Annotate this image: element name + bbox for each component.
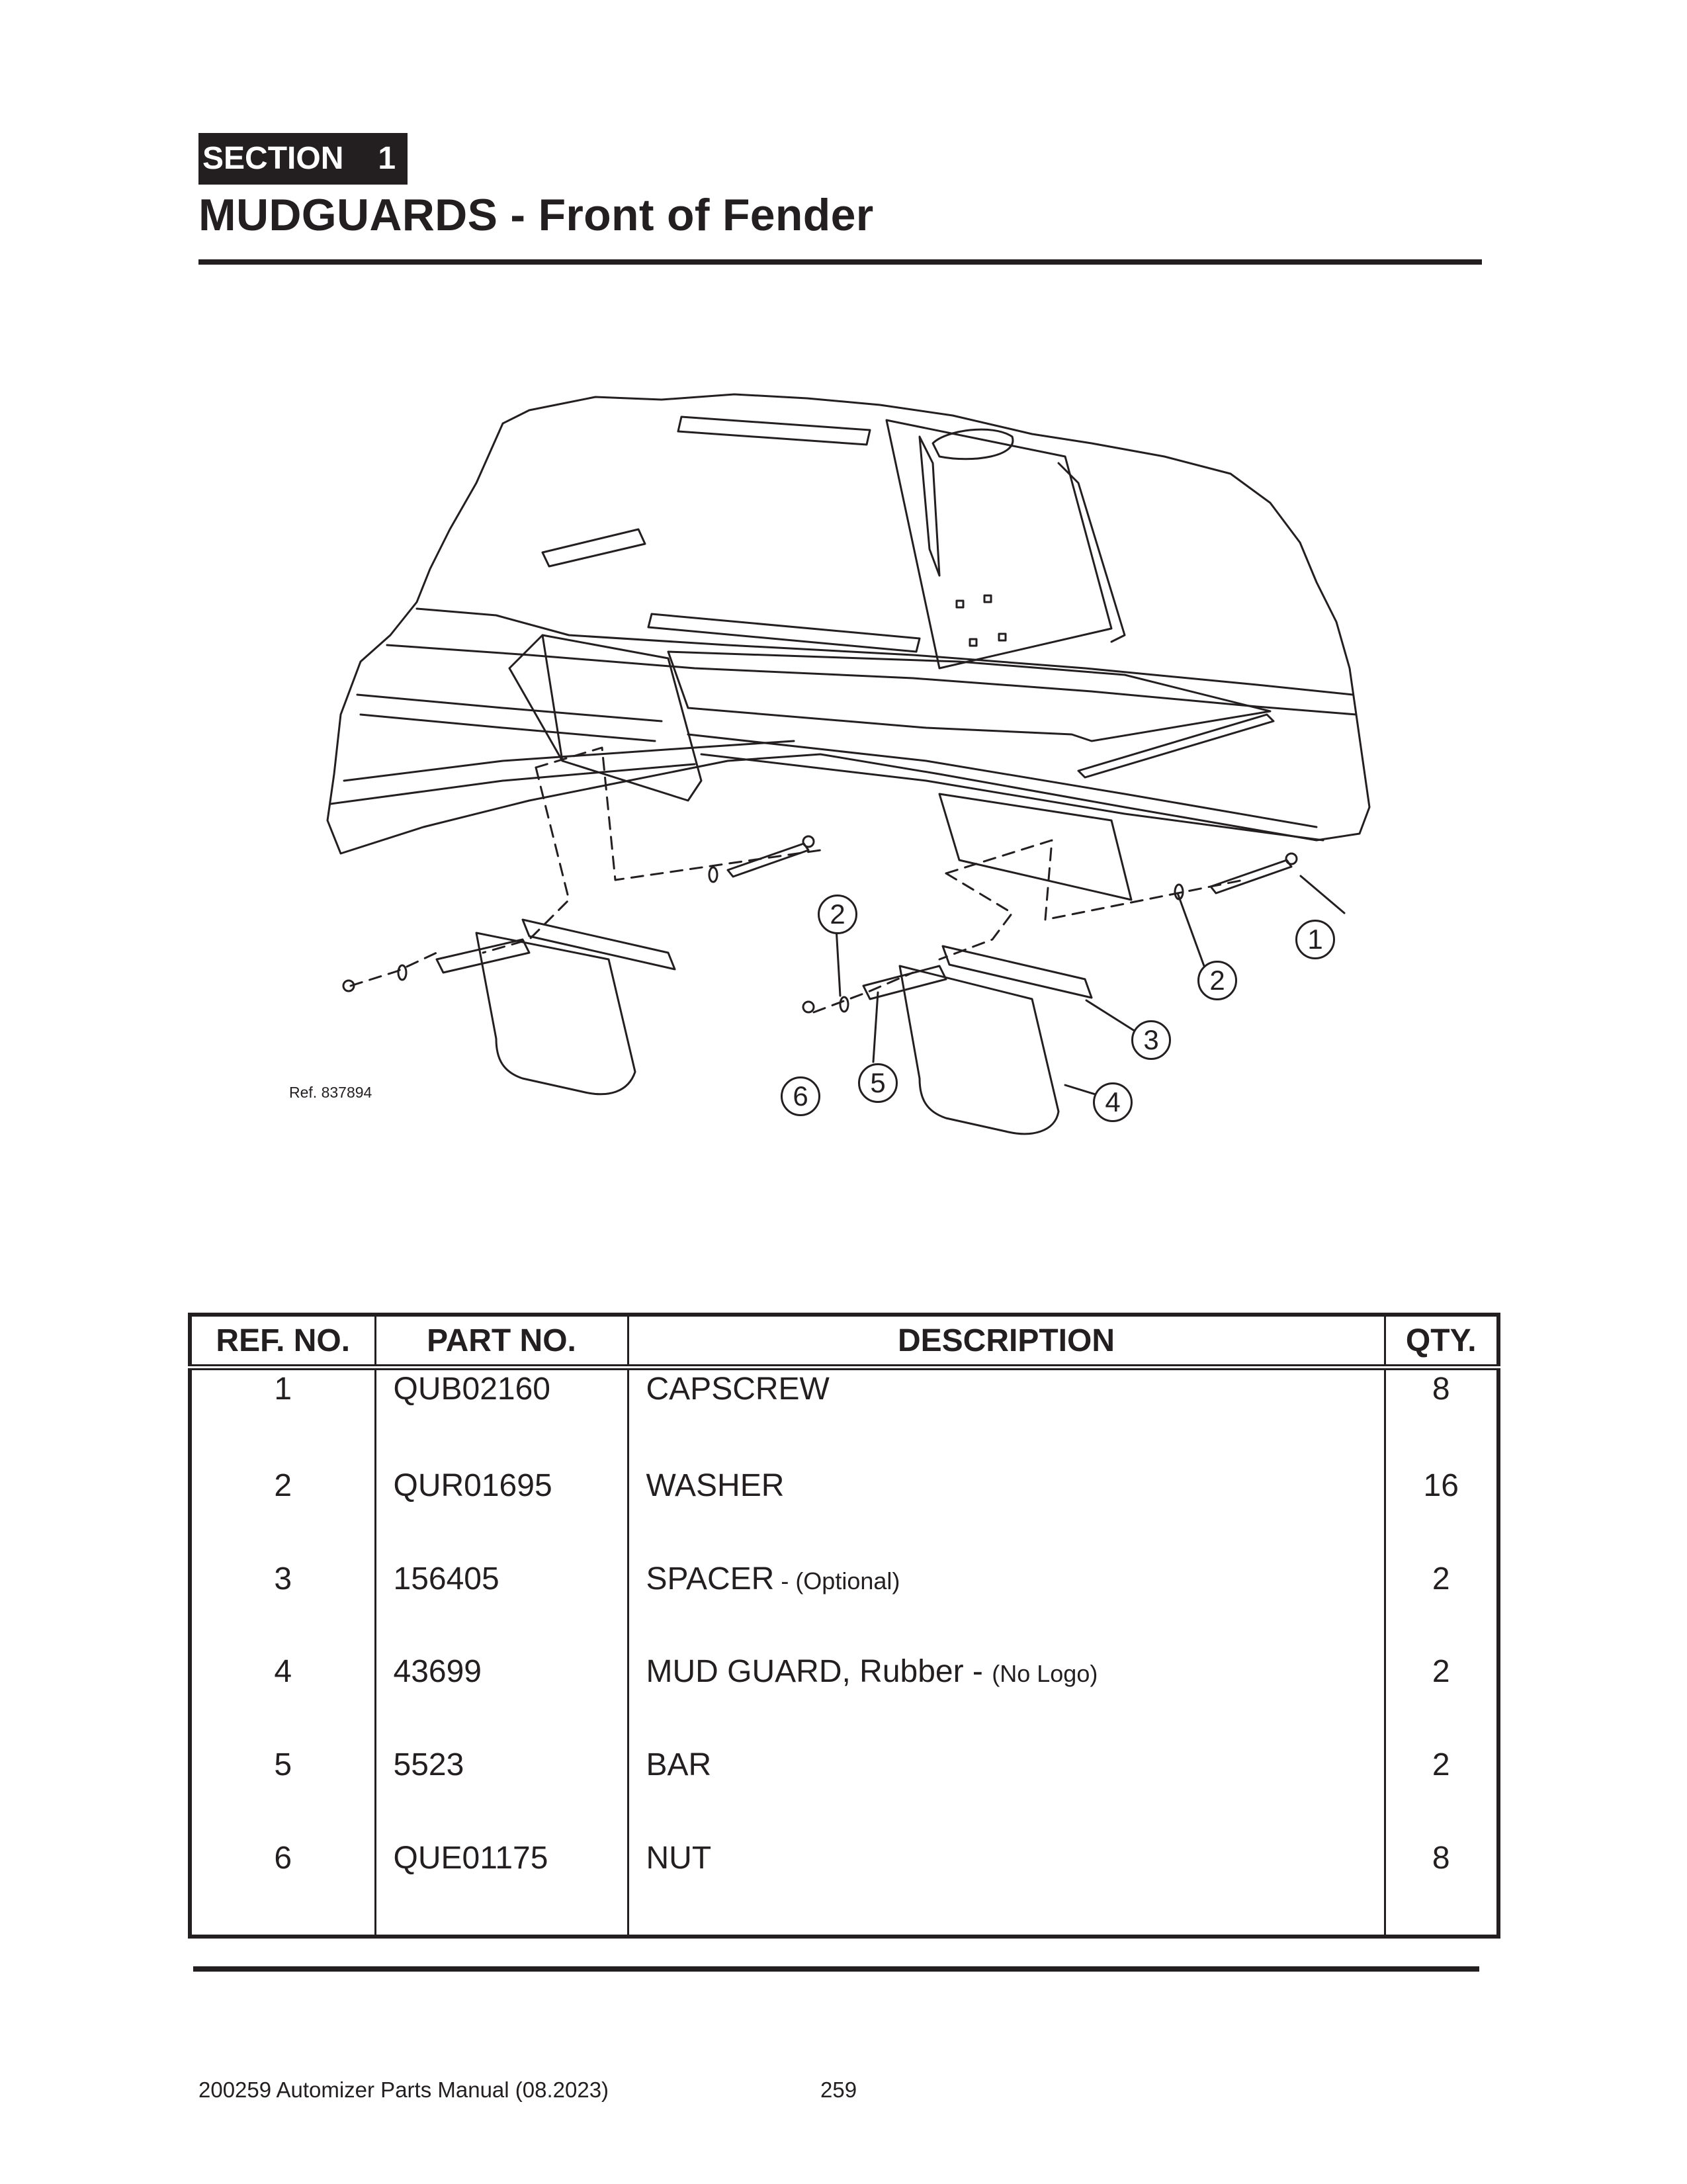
part-no: 5523 (375, 1746, 628, 1839)
callout-3: 3 (1131, 1020, 1171, 1060)
footer-page-number: 259 (820, 2077, 857, 2102)
description-text: CAPSCREW (646, 1372, 830, 1407)
callout-2-lower: 2 (1197, 961, 1237, 1000)
table-row (190, 1560, 1498, 1653)
table-row (190, 1653, 1498, 1746)
right-spacer (943, 946, 1092, 998)
col-header-description: DESCRIPTION (628, 1315, 1385, 1368)
ref-no: 5 (190, 1746, 375, 1839)
drawing-reference: Ref. 837894 (289, 1084, 372, 1101)
table-row (190, 1839, 1498, 1933)
description-text: BAR (646, 1747, 712, 1782)
callout-5: 5 (858, 1063, 898, 1103)
description (628, 1653, 1385, 1746)
part-no: QUB02160 (375, 1368, 628, 1467)
footer-document-title: 200259 Automizer Parts Manual (08.2023) (198, 2077, 609, 2102)
callout-6: 6 (781, 1076, 820, 1116)
qty: 2 (1432, 1747, 1450, 1782)
description (628, 1746, 1385, 1839)
table-header-row (190, 1315, 1498, 1368)
page-title: MUDGUARDS - Front of Fender (198, 190, 874, 240)
section-label: SECTION (202, 141, 344, 176)
qty: 16 (1423, 1468, 1459, 1504)
description (628, 1368, 1385, 1467)
ref-no: 1 (190, 1368, 375, 1467)
bottom-rule (193, 1966, 1479, 1972)
description-text: NUT (646, 1840, 712, 1876)
table-row (190, 1746, 1498, 1839)
ref-no: 6 (190, 1839, 375, 1933)
part-no: QUR01695 (375, 1467, 628, 1560)
fender-body (327, 394, 1369, 853)
exploded-parts-diagram (0, 371, 1687, 1164)
description (628, 1467, 1385, 1560)
ref-no: 3 (190, 1560, 375, 1653)
left-spacer (523, 920, 675, 969)
section-number: 1 (378, 141, 396, 176)
table-filler-row (190, 1932, 1498, 1937)
table-row (190, 1467, 1498, 1560)
callout-2-upper: 2 (818, 895, 857, 934)
part-no: 43699 (375, 1653, 628, 1746)
callout-1: 1 (1295, 920, 1335, 959)
description (628, 1560, 1385, 1653)
description-note: (No Logo) (992, 1660, 1098, 1688)
qty: 2 (1432, 1654, 1450, 1690)
title-rule (198, 259, 1482, 265)
right-mud-guard (900, 966, 1059, 1134)
ref-no: 2 (190, 1467, 375, 1560)
part-no: QUE01175 (375, 1839, 628, 1933)
table-row (190, 1368, 1498, 1467)
callout-4: 4 (1093, 1082, 1133, 1122)
qty: 2 (1432, 1561, 1450, 1596)
description (628, 1839, 1385, 1933)
description-note: - (Optional) (774, 1567, 900, 1594)
description-text: WASHER (646, 1468, 785, 1504)
qty: 8 (1432, 1372, 1450, 1407)
qty: 8 (1432, 1840, 1450, 1876)
col-header-ref-no: REF. NO. (190, 1315, 375, 1368)
ref-no: 4 (190, 1653, 375, 1746)
col-header-part-no: PART NO. (375, 1315, 628, 1368)
left-mud-guard (476, 933, 635, 1094)
description-text: MUD GUARD, Rubber - (646, 1654, 992, 1690)
col-header-qty: QTY. (1385, 1315, 1498, 1368)
description-text: SPACER (646, 1561, 775, 1596)
section-tag (198, 133, 408, 185)
part-no: 156405 (375, 1560, 628, 1653)
